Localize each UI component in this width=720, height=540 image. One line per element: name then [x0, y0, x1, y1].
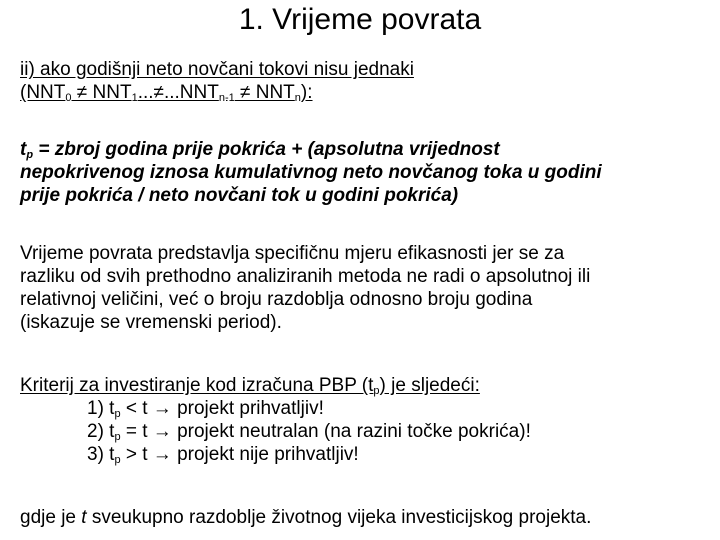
formula-block — [20, 138, 710, 207]
criterion-heading-text: Kriterij za investiranje kod izračuna PBP (t — [20, 375, 374, 396]
criterion-heading-text: ) je sljedeći: — [379, 375, 480, 396]
criterion-item-text: = t → projekt neutralan (na razini točke pokrića)! — [120, 421, 531, 442]
subscript: 0 — [65, 92, 72, 104]
footer-variable: t — [81, 507, 87, 528]
condition-text: ≠ NNT — [234, 82, 295, 103]
criterion-block — [20, 374, 710, 466]
formula-text: = zbroj godina prije pokrića + (apsolutna vrijednost — [33, 139, 500, 160]
footer-note — [20, 506, 710, 529]
subscript: n-1 — [218, 92, 235, 104]
condition-text: (NNT — [20, 82, 66, 103]
footer-text: gdje je — [20, 507, 82, 528]
footer-text: sveukupno razdoblje životnog vijeka investicijskog projekta. — [86, 507, 592, 528]
subscript: p — [114, 408, 121, 420]
condition-text: ≠ NNT — [71, 82, 132, 103]
paragraph-line: relativnoj veličini, već o broju razdoblja odnosno broju godina — [20, 289, 533, 310]
criterion-item-text: 2) t — [87, 421, 115, 442]
slide-title: 1. Vrijeme povrata — [238, 3, 482, 36]
condition-line-1: ii) ako godišnji neto novčani tokovi nisu jednaki — [20, 59, 414, 80]
condition-text: ...≠...NNT — [137, 82, 219, 103]
formula-line-3: prije pokrića / neto novčani tok u godini pokrića) — [20, 185, 459, 206]
condition-line-2 — [20, 81, 710, 104]
condition-block — [20, 58, 710, 104]
criterion-item-2 — [20, 420, 710, 443]
criterion-item-text: 1) t — [87, 398, 115, 419]
criterion-item-1 — [20, 397, 710, 420]
subscript: p — [114, 431, 121, 443]
subscript: p — [26, 149, 34, 161]
condition-text: ): — [300, 82, 313, 103]
criterion-item-text: > t → projekt nije prihvatljiv! — [120, 444, 359, 465]
subscript: p — [373, 385, 380, 397]
subscript: n — [294, 92, 301, 104]
criterion-heading — [20, 374, 710, 397]
description-paragraph — [20, 242, 710, 334]
formula-symbol: t — [20, 139, 27, 160]
paragraph-line: (iskazuje se vremenski period). — [20, 312, 282, 333]
paragraph-line: razliku od svih prethodno analiziranih metoda ne radi o apsolutnoj ili — [20, 266, 591, 287]
subscript: p — [114, 454, 121, 466]
criterion-item-3 — [20, 443, 710, 466]
criterion-item-text: < t → projekt prihvatljiv! — [120, 398, 324, 419]
subscript: 1 — [131, 92, 138, 104]
criterion-item-text: 3) t — [87, 444, 115, 465]
formula-line-1 — [20, 138, 710, 161]
paragraph-line: Vrijeme povrata predstavlja specifičnu mjeru efikasnosti jer se za — [20, 243, 565, 264]
formula-line-2: nepokrivenog iznosa kumulativnog neto novčanog toka u godini — [20, 162, 602, 183]
footer-line — [20, 506, 710, 529]
